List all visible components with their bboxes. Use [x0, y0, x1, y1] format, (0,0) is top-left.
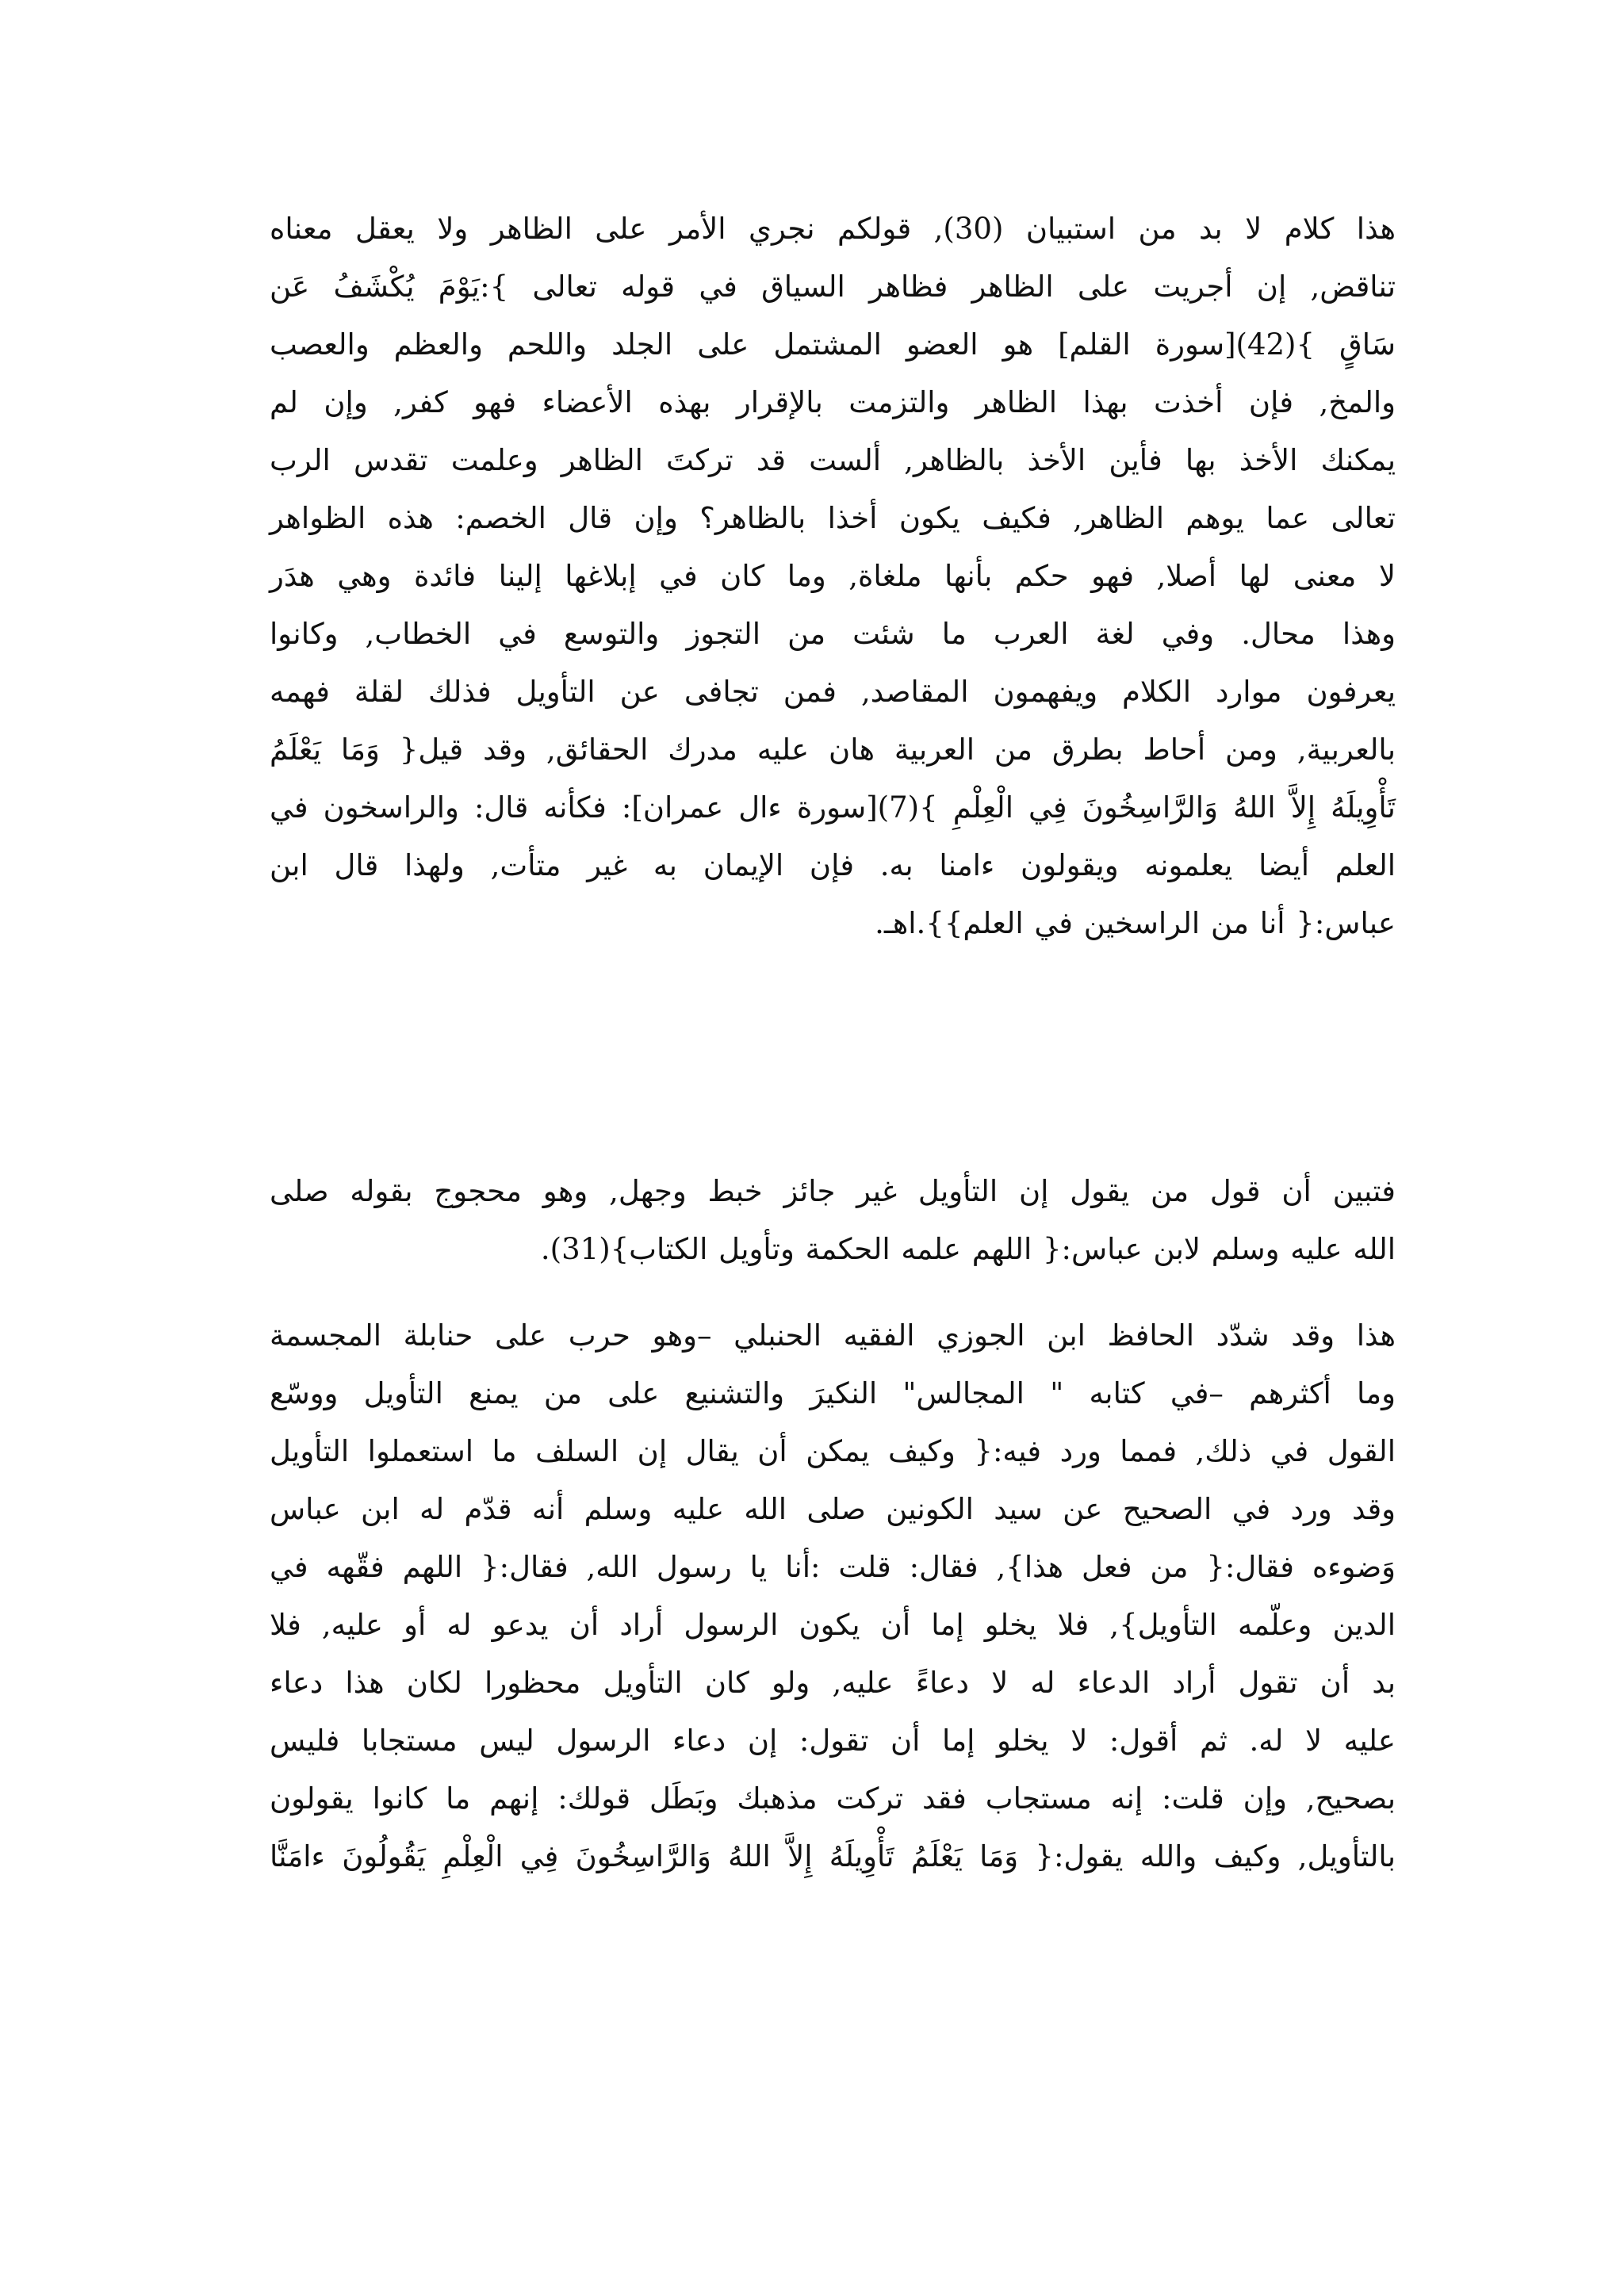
text-line: سَاقٍ }(42)[سورة القلم] هو العضو المشتمل على الجلد واللحم والعظم والعصب	[270, 327, 1396, 362]
text-line: بالتأويل, وكيف والله يقول:{ وَمَا يَعْلَمُ تَأْوِيلَهُ إِلاَّ اللهُ وَالرَّاسِخُونَ فِي الْعِلْمِ يَقُولُونَ ءامَنَّا	[270, 1839, 1396, 1873]
text-line: عباس:{ أنا من الراسخين في العلم}}.اهـ.	[875, 906, 1396, 940]
text-line: وقد ورد في الصحيح عن سيد الكونين صلى الله عليه وسلم أنه قدّم له ابن عباس	[270, 1492, 1396, 1526]
text-line: الدين وعلّمه التأويل}, فلا يخلو إما أن يكون الرسول أراد أن يدعو له أو عليه, فلا	[270, 1608, 1396, 1642]
paragraph-2	[270, 1174, 1396, 1292]
text-line: وما أكثرهم –في كتابه " المجالس" النكيرَ والتشنيع على من يمنع التأويل ووسّع	[270, 1376, 1396, 1410]
text-line: تعالى عما يوهم الظاهر, فكيف يكون أخذا بالظاهر؟ وإن قال الخصم: هذه الظواهر	[270, 501, 1396, 535]
text-line: بالعربية, ومن أحاط بطرق من العربية هان عليه مدرك الحقائق, وقد قيل{ وَمَا يَعْلَمُ	[270, 733, 1396, 767]
paragraph-3	[270, 1318, 1396, 1900]
text-line: لا معنى لها أصلا, فهو حكم بأنها ملغاة, وما كان في إبلاغها إلينا فائدة وهي هدَر	[270, 559, 1396, 593]
text-line: يعرفون موارد الكلام ويفهمون المقاصد, فمن تجافى عن التأويل فذلك لقلة فهمه	[270, 675, 1396, 709]
text-line: تناقض, إن أجريت على الظاهر فظاهر السياق في قوله تعالى }:يَوْمَ يُكْشَفُ عَن	[270, 270, 1396, 304]
text-line: فتبين أن قول من يقول إن التأويل غير جائز خبط وجهل, وهو محجوج بقوله صلى	[270, 1174, 1396, 1208]
text-line: العلم أيضا يعلمونه ويقولون ءامنا به. فإن الإيمان به غير متأت, ولهذا قال ابن	[270, 848, 1396, 882]
text-line: بد أن تقول أراد الدعاء له لا دعاءً عليه, ولو كان التأويل محظورا لكان هذا دعاء	[270, 1666, 1396, 1700]
text-line: بصحيح, وإن قلت: إنه مستجاب فقد تركت مذهبك وبَطَل قولك: إنهم ما كانوا يقولون	[270, 1781, 1396, 1816]
text-line: هذا كلام لا بد من استبيان (30), قولكم نجري الأمر على الظاهر ولا يعقل معناه	[270, 212, 1396, 246]
text-line: القول في ذلك, فمما ورد فيه:{ وكيف يمكن أن يقال إن السلف ما استعملوا التأويل	[270, 1434, 1396, 1468]
text-line: هذا وقد شدّد الحافظ ابن الجوزي الفقيه الحنبلي –وهو حرب على حنابلة المجسمة	[270, 1318, 1396, 1353]
text-line: الله عليه وسلم لابن عباس:{ اللهم علمه الحكمة وتأويل الكتاب}(31).	[540, 1232, 1396, 1266]
text-line: عليه لا له. ثم أقول: لا يخلو إما أن تقول: إن دعاء الرسول ليس مستجابا فليس	[270, 1724, 1396, 1758]
text-line: يمكنك الأخذ بها فأين الأخذ بالظاهر, ألست قد تركتَ الظاهر وعلمت تقدس الرب	[270, 443, 1396, 477]
text-line: تَأْوِيلَهُ إِلاَّ اللهُ وَالرَّاسِخُونَ فِي الْعِلْمِ }(7)[سورة ءال عمران]: فكأنه قال: والراسخون في	[270, 790, 1396, 825]
paragraph-1	[270, 214, 1396, 966]
text-line: وَضوءه فقال:{ من فعل هذا}, فقال: قلت :أنا يا رسول الله, فقال:{ اللهم فقّهه في	[270, 1550, 1396, 1584]
text-line: والمخ, فإن أخذت بهذا الظاهر والتزمت بالإقرار بهذه الأعضاء فهو كفر, وإن لم	[270, 385, 1396, 419]
text-line: وهذا محال. وفي لغة العرب ما شئت من التجوز والتوسع في الخطاب, وكانوا	[270, 617, 1396, 651]
